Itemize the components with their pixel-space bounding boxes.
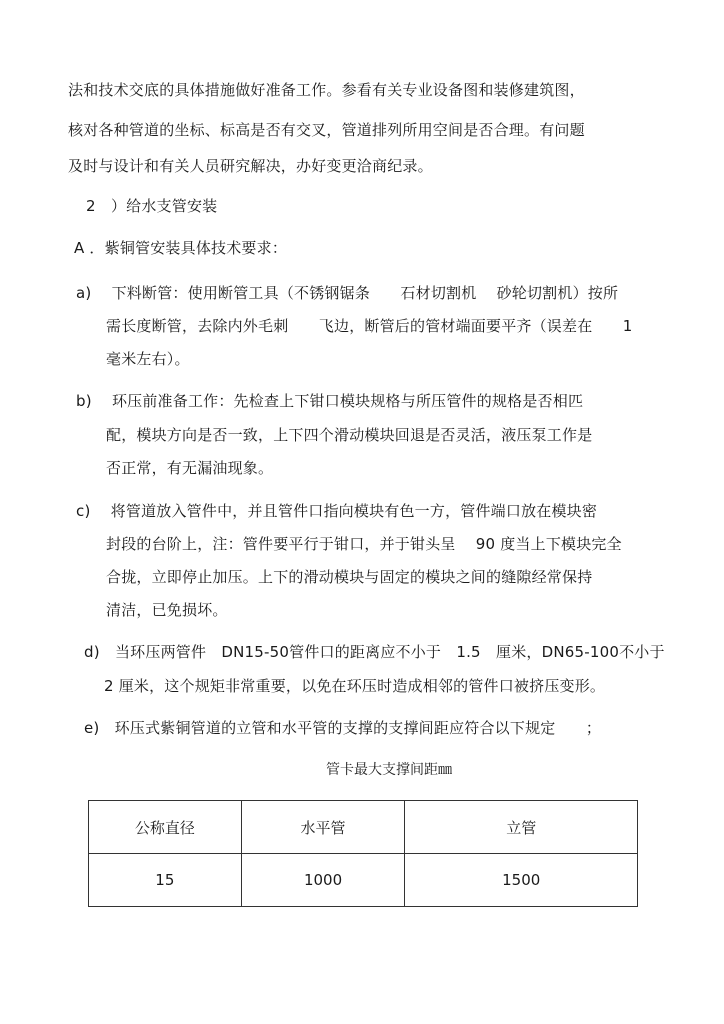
- paragraph-line-3: 及时与设计和有关人员研究解决，办好变更洽商纪录。: [68, 157, 433, 175]
- item-a-line-1: a) 下料断管：使用断管工具（不锈钢锯条 石材切割机 砂轮切割机）按所: [76, 284, 619, 302]
- paragraph-line-1: 法和技术交底的具体措施做好准备工作。参看有关专业设备图和装修建筑图，: [68, 81, 585, 99]
- item-c-line-2: 封段的台阶上，注：管件要平行于钳口，并于钳头呈 90 度当上下模块完全: [106, 535, 622, 553]
- header-horizontal-pipe: 水平管: [241, 801, 405, 854]
- item-c-line-4: 清洁，已免损坏。: [106, 601, 228, 619]
- item-b-line-3: 否正常，有无漏油现象。: [106, 459, 274, 477]
- cell-horizontal-pipe: 1000: [241, 854, 405, 907]
- item-b-line-1: b) 环压前准备工作：先检查上下钳口模块规格与所压管件的规格是否相匹: [76, 392, 584, 410]
- header-vertical-pipe: 立管: [405, 801, 638, 854]
- table-header-row: [89, 801, 638, 854]
- cell-nominal-diameter: 15: [89, 854, 242, 907]
- header-nominal-diameter: 公称直径: [89, 801, 242, 854]
- cell-vertical-pipe: 1500: [405, 854, 638, 907]
- item-c-line-1: c) 将管道放入管件中，并且管件口指向模块有色一方，管件端口放在模块密: [76, 502, 598, 520]
- support-spacing-table: [88, 800, 638, 907]
- item-e-line-1: e) 环压式紫铜管道的立管和水平管的支撑的支撑间距应符合以下规定 ；: [84, 719, 602, 737]
- item-b-line-2: 配，模块方向是否一致，上下四个滑动模块回退是否灵活，液压泵工作是: [106, 426, 593, 444]
- item-d-line-1: d) 当环压两管件 DN15-50管件口的距离应不小于 1.5 厘米，DN65-100不小于: [84, 643, 665, 661]
- subsection-heading: A ．紫铜管安装具体技术要求：: [74, 239, 288, 257]
- paragraph-line-2: 核对各种管道的坐标、标高是否有交叉，管道排列所用空间是否合理。有问题: [68, 121, 585, 139]
- item-a-line-2: 需长度断管，去除内外毛刺 飞边，断管后的管材端面要平齐（误差在 1: [106, 317, 633, 335]
- table-caption: 管卡最大支撑间距㎜: [326, 762, 452, 778]
- item-d-line-2: 2 厘米，这个规矩非常重要，以免在环压时造成相邻的管件口被挤压变形。: [104, 677, 606, 695]
- item-c-line-3: 合拢，立即停止加压。上下的滑动模块与固定的模块之间的缝隙经常保持: [106, 568, 593, 586]
- section-heading: 2 ）给水支管安装: [86, 197, 218, 215]
- table-row: [89, 854, 638, 907]
- item-a-line-3: 毫米左右）。: [106, 350, 190, 368]
